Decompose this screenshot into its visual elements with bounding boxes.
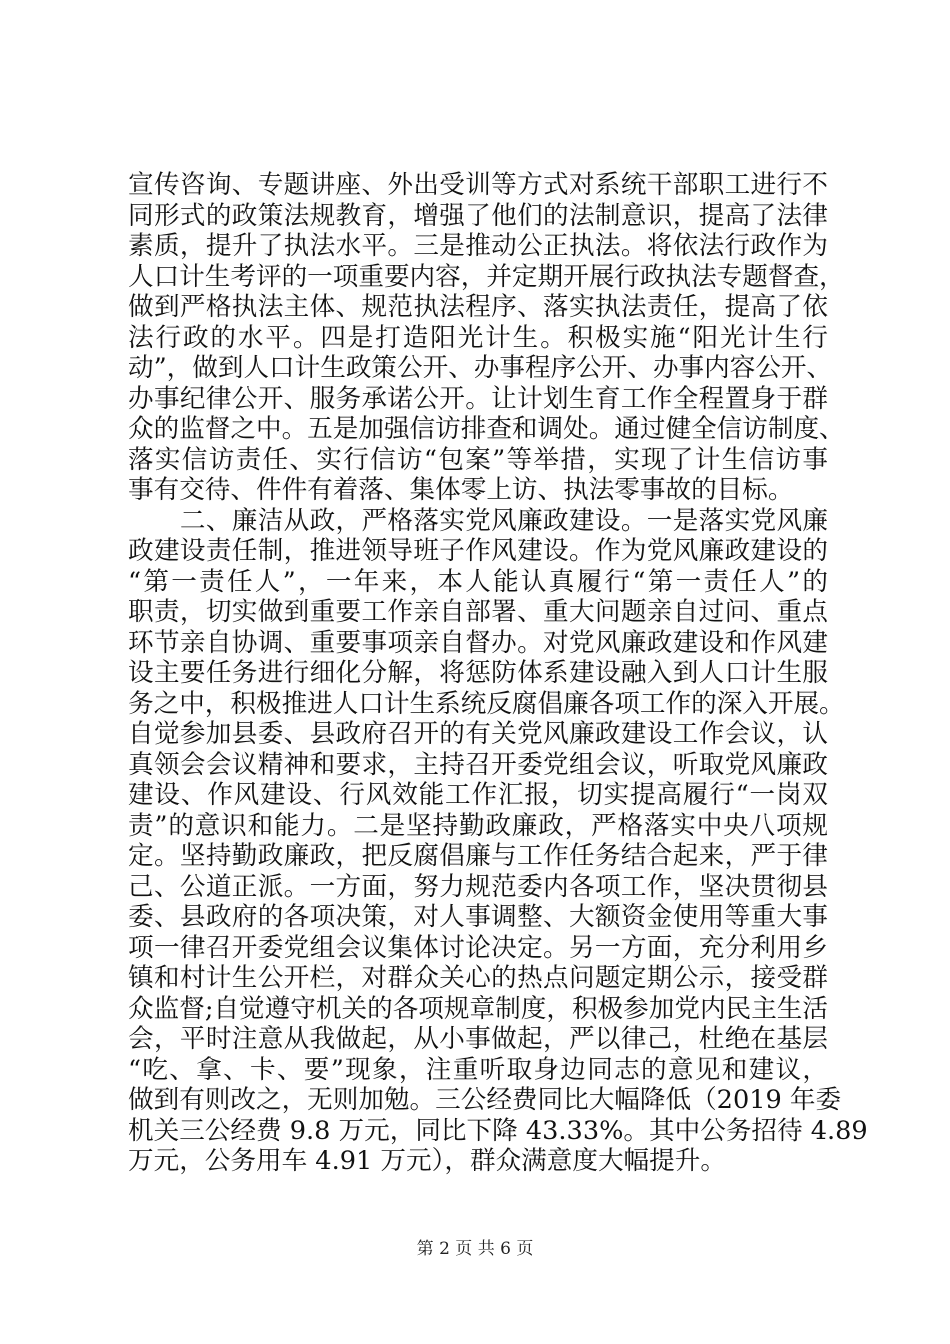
text-line: 自觉参加县委、县政府召开的有关党风廉政建设工作会议，认 — [128, 719, 828, 749]
text-line: 责”的意识和能力。二是坚持勤政廉政，严格落实中央八项规 — [128, 810, 828, 841]
text-line: 设主要任务进行细化分解，将惩防体系建设融入到人口计生服 — [128, 658, 828, 688]
text-line: 事有交待、件件有着落、集体零上访、执法零事故的目标。 — [128, 475, 794, 505]
text-line: 法行政的水平。四是打造阳光计生。积极实施“阳光计生行 — [128, 322, 828, 353]
text-line: 环节亲自协调、重要事项亲自督办。对党风廉政建设和作风建 — [128, 627, 828, 658]
text-line: 众监督;自觉遵守机关的各项规章制度，积极参加党内民主生活 — [128, 993, 828, 1024]
text-line: 建设、作风建设、行风效能工作汇报，切实提高履行“一岗双 — [128, 780, 828, 810]
text-line: 委、县政府的各项决策，对人事调整、大额资金使用等重大事 — [128, 902, 828, 932]
text-line: 落实信访责任、实行信访“包案”等举措，实现了计生信访事 — [128, 444, 828, 475]
text-line: 机关三公经费 9.8 万元，同比下降 43.33%。其中公务招待 4.89 — [128, 1115, 868, 1146]
text-line: 二、廉洁从政，严格落实党风廉政建设。一是落实党风廉 — [128, 505, 828, 536]
text-line: “吃、拿、卡、要”现象，注重听取身边同志的意见和建议， — [128, 1054, 828, 1085]
page-footer: 第 2 页 共 6 页 — [416, 1239, 534, 1259]
text-line: 定。坚持勤政廉政，把反腐倡廉与工作任务结合起来，严于律 — [128, 841, 828, 871]
text-line: 万元，公务用车 4.91 万元），群众满意度大幅提升。 — [128, 1146, 726, 1176]
text-line: 宣传咨询、专题讲座、外出受训等方式对系统干部职工进行不 — [128, 170, 828, 200]
text-line: “第一责任人”，一年来，本人能认真履行“第一责任人”的 — [128, 566, 828, 597]
text-line: 同形式的政策法规教育，增强了他们的法制意识，提高了法律 — [128, 200, 828, 231]
text-line: 职责，切实做到重要工作亲自部署、重大问题亲自过问、重点 — [128, 597, 828, 627]
text-line: 人口计生考评的一项重要内容，并定期开展行政执法专题督查， — [128, 261, 845, 292]
text-line: 做到严格执法主体、规范执法程序、落实执法责任，提高了依 — [128, 292, 828, 322]
text-line: 动”，做到人口计生政策公开、办事程序公开、办事内容公开、 — [128, 353, 833, 383]
body-text — [128, 170, 868, 1177]
text-line: 众的监督之中。五是加强信访排查和调处。通过健全信访制度、 — [128, 414, 845, 444]
text-line: 政建设责任制，推进领导班子作风建设。作为党风廉政建设的 — [128, 536, 828, 566]
text-line: 办事纪律公开、服务承诺公开。让计划生育工作全程置身于群 — [128, 383, 828, 414]
text-line: 真领会会议精神和要求，主持召开委党组会议，听取党风廉政 — [128, 749, 828, 780]
text-line: 会，平时注意从我做起，从小事做起，严以律己，杜绝在基层 — [128, 1024, 828, 1054]
text-line: 做到有则改之，无则加勉。三公经费同比大幅降低（2019 年委 — [128, 1085, 842, 1115]
text-line: 镇和村计生公开栏，对群众关心的热点问题定期公示，接受群 — [128, 963, 828, 993]
text-line: 己、公道正派。一方面，努力规范委内各项工作，坚决贯彻县 — [128, 871, 828, 902]
text-line: 素质，提升了执法水平。三是推动公正执法。将依法行政作为 — [128, 231, 828, 261]
text-line: 项一律召开委党组会议集体讨论决定。另一方面，充分利用乡 — [128, 932, 828, 963]
text-line: 务之中，积极推进人口计生系统反腐倡廉各项工作的深入开展。 — [128, 688, 845, 719]
